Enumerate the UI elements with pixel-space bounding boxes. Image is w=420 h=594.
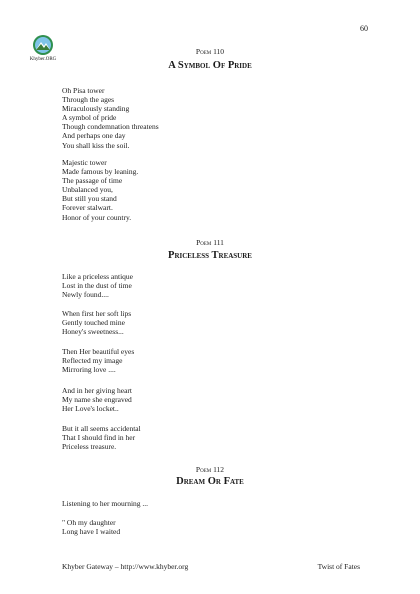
poem-label: Poem 112 [195, 465, 225, 474]
stanza [62, 347, 134, 374]
poem-line: Though condemnation threatens [62, 122, 159, 132]
poem-line: Forever stalwart. [62, 203, 113, 213]
stanza [62, 518, 120, 536]
poem-line: When first her soft lips [62, 309, 132, 318]
poem-line: The passage of time [62, 176, 123, 186]
poem-line: Reflected my image [62, 356, 123, 366]
logo-text: Khyber.ORG [29, 57, 57, 62]
footer-site-link[interactable]: Khyber Gateway – http://www.khyber.org [62, 562, 189, 571]
poem-line: Through the ages [62, 95, 115, 105]
poem-line: You shall kiss the soil. [62, 140, 130, 150]
poem-line: Oh Pisa tower [62, 86, 105, 95]
poem-title: A Symbol Of Pride [168, 60, 252, 71]
poem-line: And in her giving heart [62, 386, 132, 395]
poem-line: Gently touched mine [62, 318, 125, 328]
poem-line: But still you stand [62, 194, 117, 204]
poem-line: Her Love's locket.. [62, 404, 119, 414]
stanza [62, 499, 148, 508]
poem-line: Majestic tower [62, 158, 107, 167]
poem-line: Miraculously standing [62, 104, 130, 114]
stanza [62, 272, 133, 299]
poem-line: Honor of your country. [62, 212, 132, 222]
poem-line: Then Her beautiful eyes [62, 347, 135, 356]
poem-line: Lost in the dust of time [62, 281, 132, 291]
poem-line: Honey's sweetness... [62, 327, 124, 337]
poem-line: But it all seems accidental [62, 424, 141, 433]
poem-line: My name she engraved [62, 395, 132, 405]
footer-book-title: Twist of Fates [317, 562, 360, 571]
stanza [62, 424, 141, 451]
poem-line: Made famous by leaning. [62, 167, 139, 177]
poem-line: Unbalanced you, [62, 185, 113, 195]
poem-line: Listening to her mourning ... [62, 499, 149, 508]
stanza [62, 158, 138, 222]
poem-title: Priceless Treasure [168, 250, 252, 261]
poem-line: Priceless treasure. [62, 442, 117, 452]
stanza [62, 309, 131, 336]
poem-label: Poem 111 [196, 238, 224, 247]
poem-label: Poem 110 [195, 47, 225, 56]
poem-line: That I should find in her [62, 433, 136, 443]
poem-line: And perhaps one day [62, 131, 126, 141]
poem-line: Like a priceless antique [62, 272, 134, 281]
poem-line: Mirroring love .... [62, 365, 116, 375]
stanza [62, 86, 159, 150]
poem-line: Long have I waited [62, 527, 121, 537]
page-number: 60 [360, 24, 368, 33]
stanza [62, 386, 132, 413]
poem-line: A symbol of pride [62, 113, 117, 123]
poem-line: Newly found.... [62, 290, 109, 300]
poem-title: Dream Or Fate [176, 476, 244, 487]
poem-line: " Oh my daughter [62, 518, 116, 527]
